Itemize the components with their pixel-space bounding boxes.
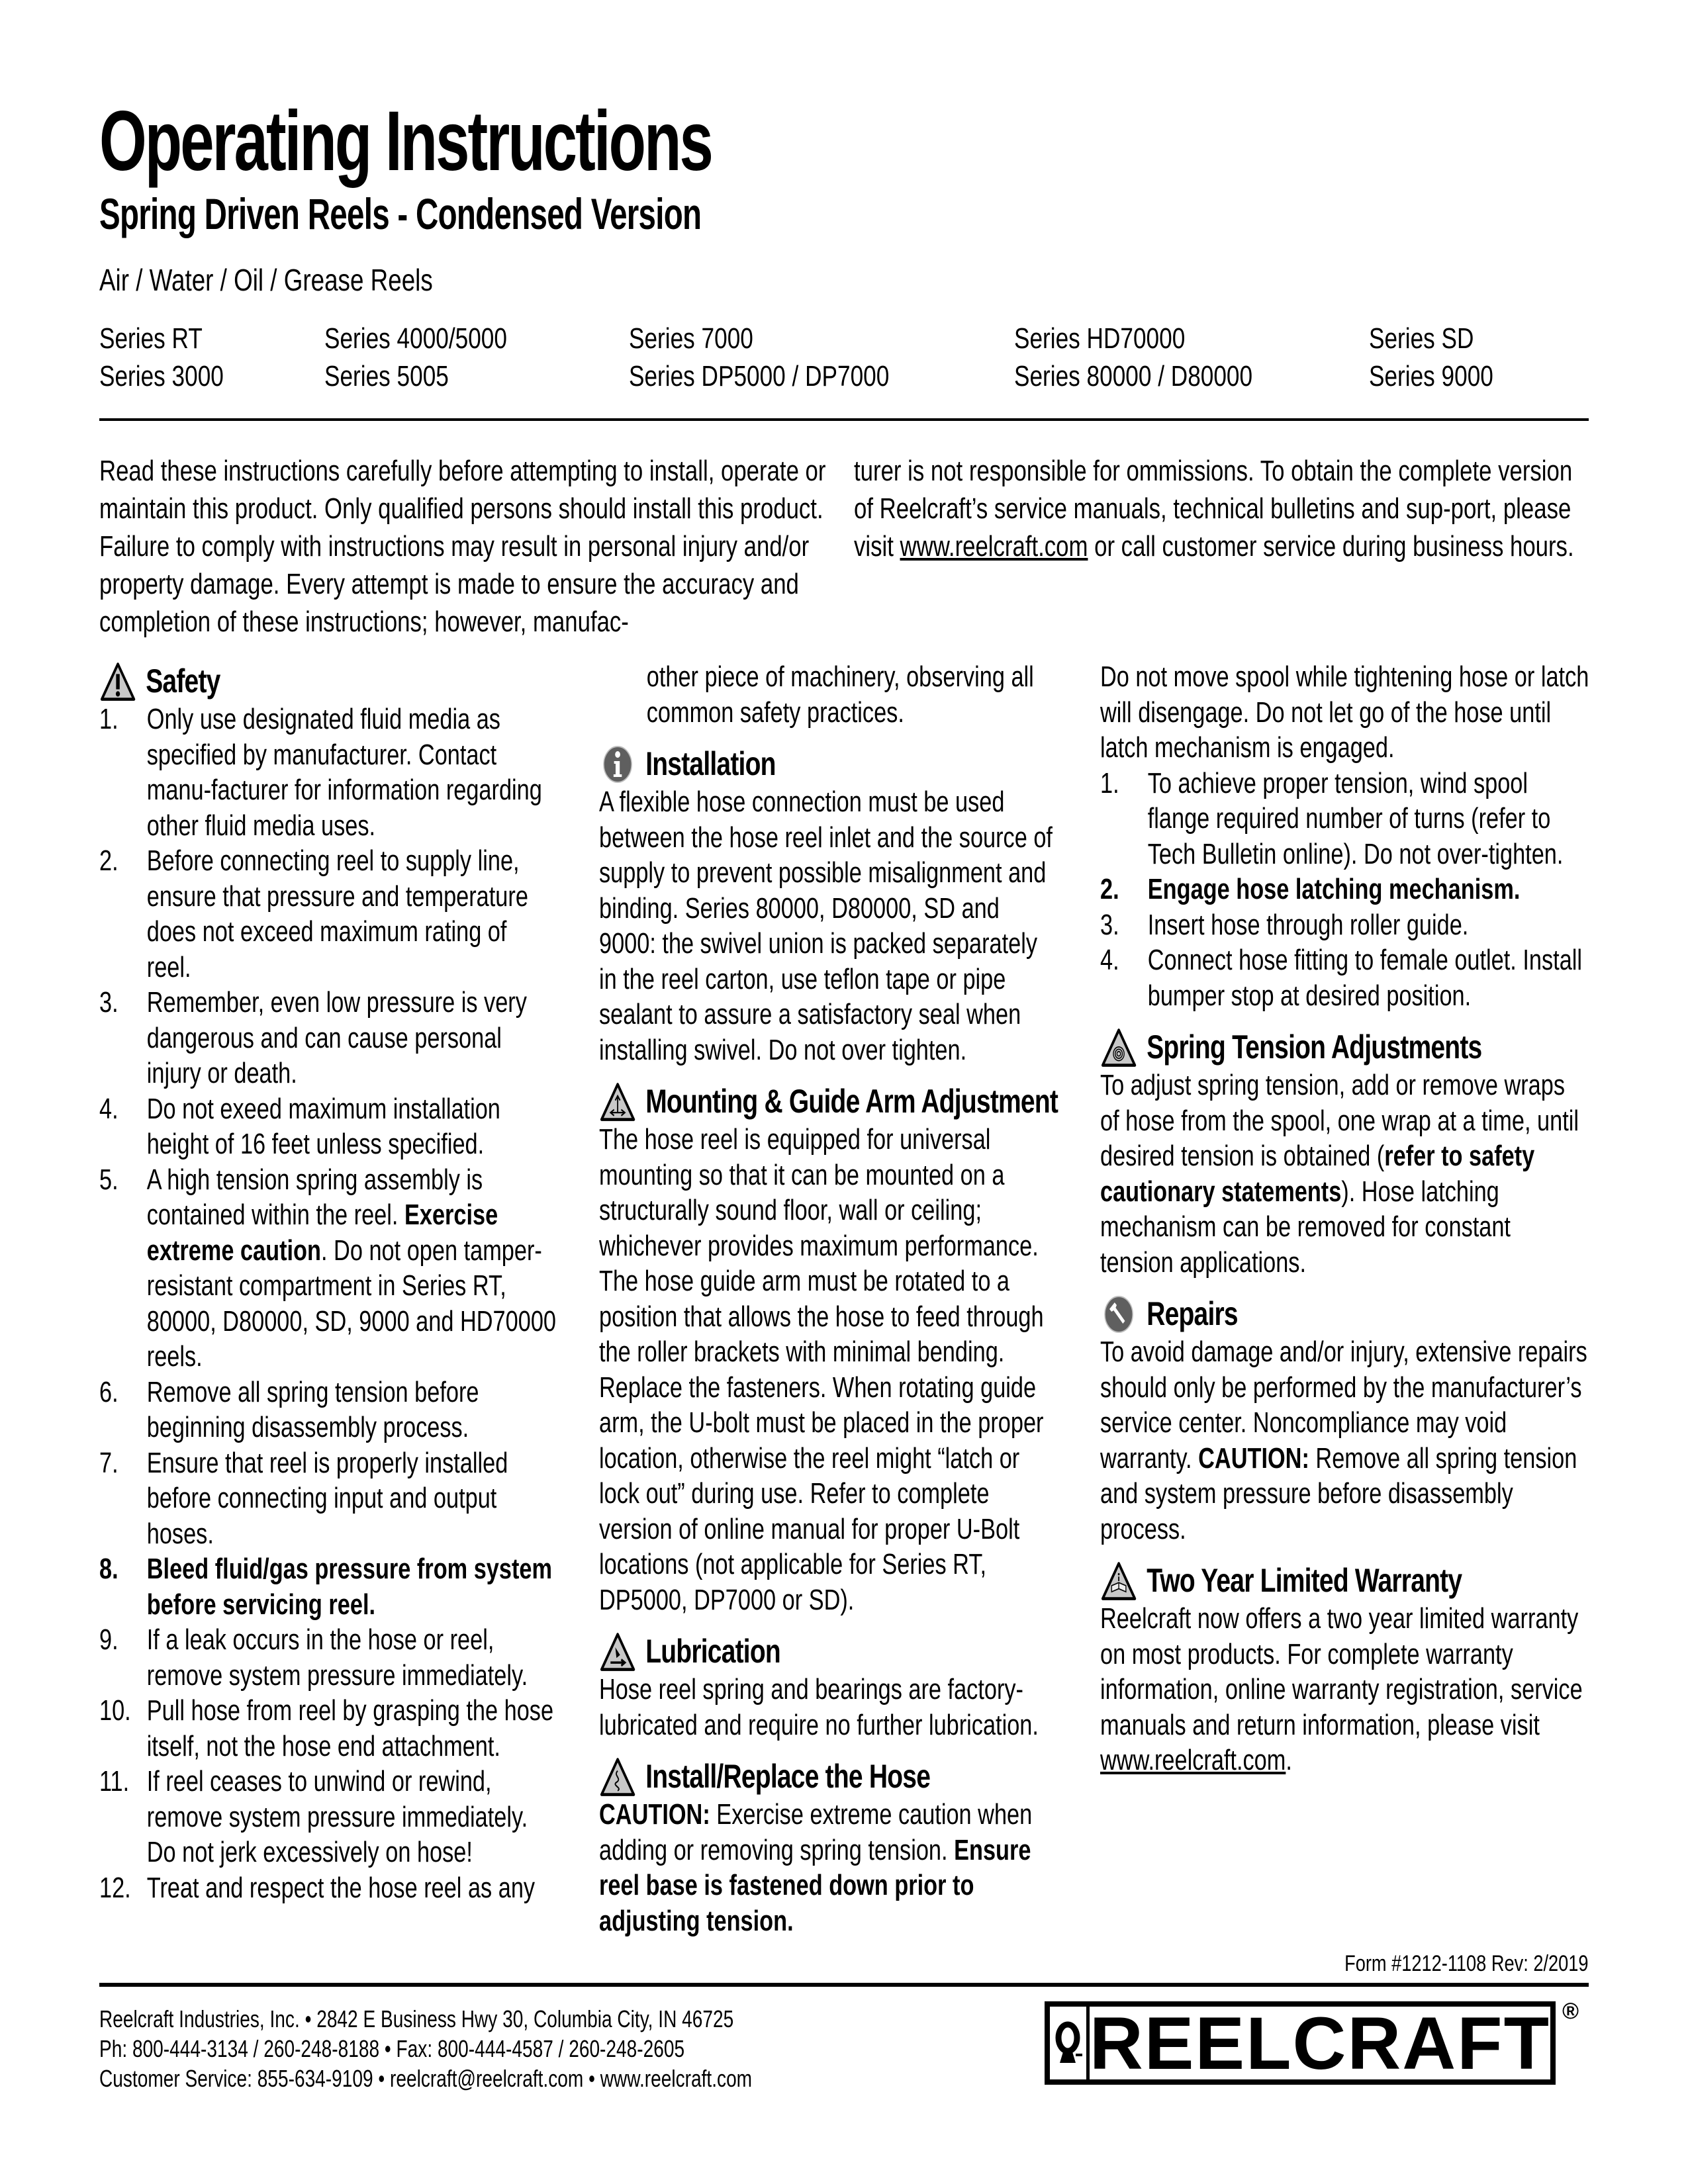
mounting-text: The hose reel is equipped for universal mounting so that it can be mounted on a structurally sound floor, wall or ceiling; whichever provides maximum performance. The hose guide arm must be rotated to a position that allows the hose to feed through the roller brackets with minimal bending. Replace the fasteners. When rotating guide arm, the U-bolt must be placed in the proper location, otherwise the reel might “latch or lock out” during use. Refer to complete version of online manual for proper U-Bolt locations (not applicable for Series RT, DP5000, DP7000 or SD). xyxy=(599,1123,1044,1616)
install-hose-heading xyxy=(599,1757,1056,1797)
safety-item xyxy=(99,1091,556,1162)
series-item: Series 7000 xyxy=(629,322,753,355)
hose-coil-icon xyxy=(599,1757,636,1797)
safety-heading-text: Safety xyxy=(146,662,220,700)
footer-divider xyxy=(99,1983,1589,1987)
step-text: Connect hose fitting to female outlet. Install bumper stop at desired position. xyxy=(1147,944,1583,1012)
series-item: Series DP5000 / DP7000 xyxy=(629,360,890,392)
installation-heading xyxy=(599,745,1056,784)
repairs-text xyxy=(1100,1334,1589,1547)
item-number: 4. xyxy=(99,1092,118,1125)
company-contact xyxy=(99,2004,752,2093)
item-text-part: A high tension spring assembly is contained within the reel. xyxy=(146,1163,483,1231)
reelcraft-logo xyxy=(1045,2001,1556,2085)
warranty-heading-text: Two Year Limited Warranty xyxy=(1147,1562,1462,1600)
step-number: 2. xyxy=(1100,873,1119,905)
caution-text: Exercise extreme caution when adding or removing spring tension. xyxy=(599,1798,1033,1866)
spring-tension-heading xyxy=(1100,1028,1589,1068)
website-link[interactable]: www.reelcraft.com xyxy=(900,530,1088,563)
page-subtitle: Spring Driven Reels - Condensed Version xyxy=(99,189,702,238)
item-number: 6. xyxy=(99,1375,118,1408)
install-hose-text-continued: Do not move spool while tightening hose or latch will disengage. Do not let go of the hose until latch mechanism is engaged. xyxy=(1100,660,1589,764)
spring-tension-text xyxy=(1100,1068,1589,1280)
lubrication-heading xyxy=(599,1632,1056,1672)
safety-item xyxy=(99,1445,556,1552)
item-text-emphasis: Exercise extreme caution xyxy=(146,1199,498,1267)
lubrication-heading-text: Lubrication xyxy=(645,1633,780,1670)
spring-tension-heading-text: Spring Tension Adjustments xyxy=(1147,1028,1482,1066)
item-text: Bleed fluid/gas pressure from system before servicing reel. xyxy=(146,1553,553,1621)
reel-mark-icon xyxy=(1050,2007,1090,2079)
item-number: 9. xyxy=(99,1623,118,1656)
item-text: Before connecting reel to supply line, ensure that pressure and temperature does not exceed maximum rating of reel. xyxy=(146,844,528,983)
step-number: 3. xyxy=(1100,908,1119,941)
intro-text: or call customer service during business hours. xyxy=(1088,530,1574,563)
company-customer-service: Customer Service: 855-634-9109 • reelcraft@reelcraft.com • www.reelcraft.com xyxy=(99,2065,753,2092)
series-item: Series RT xyxy=(99,322,203,355)
form-number: Form #1212-1108 Rev: 2/2019 xyxy=(1344,1951,1589,1976)
item-text: Ensure that reel is properly installed before connecting input and output hoses. xyxy=(146,1446,508,1550)
spring-tension-text-part: ). Hose latching mechanism can be removed for constant tension applications. xyxy=(1100,1175,1511,1279)
warranty-text-part: . xyxy=(1286,1744,1292,1776)
column-3 xyxy=(1100,659,1590,1778)
installation-heading-text: Installation xyxy=(645,745,776,783)
mounting-heading xyxy=(599,1082,1056,1122)
caution-emphasis: Ensure reel base is fastened down prior to adjusting tension. xyxy=(599,1833,1031,1937)
intro-left-block xyxy=(99,452,827,641)
safety-item xyxy=(99,1764,556,1870)
hose-step xyxy=(1100,766,1589,872)
wrench-icon xyxy=(1100,1295,1137,1334)
item-text-part: . Do not open tamper-resistant compartment in Series RT, 80000, D80000, SD, 9000 and HD70000 reels. xyxy=(146,1234,556,1373)
safety-item xyxy=(99,1870,556,1906)
intro-right xyxy=(854,452,1582,565)
company-address: Reelcraft Industries, Inc. • 2842 E Business Hwy 30, Columbia City, IN 46725 xyxy=(99,2005,734,2032)
item-number: 12. xyxy=(99,1871,131,1904)
mounting-heading-text: Mounting & Guide Arm Adjustment xyxy=(645,1083,1058,1120)
registered-mark: ® xyxy=(1562,1999,1579,2024)
warning-exclamation-icon xyxy=(99,662,136,702)
safety-item xyxy=(99,1551,556,1622)
lubrication-oilcan-icon xyxy=(599,1632,636,1672)
manual-book-icon xyxy=(1100,1561,1137,1601)
series-item: Series 5005 xyxy=(324,360,449,392)
item-text xyxy=(147,1162,557,1375)
item-number: 1. xyxy=(99,703,118,735)
item-number: 5. xyxy=(99,1163,118,1196)
safety-item xyxy=(99,1693,556,1764)
warranty-text xyxy=(1100,1601,1589,1778)
info-icon xyxy=(599,745,636,784)
warranty-text-part: Reelcraft now offers a two year limited warranty on most products. For complete warranty information, online warranty registration, service manuals and return information, please visit xyxy=(1100,1602,1583,1741)
warranty-heading xyxy=(1100,1561,1589,1601)
item-number: 7. xyxy=(99,1446,118,1479)
item-number: 11. xyxy=(99,1765,130,1797)
repairs-heading xyxy=(1100,1295,1589,1334)
item-text: If a leak occurs in the hose or reel, remove system pressure immediately. xyxy=(146,1623,528,1692)
page-title: Operating Instructions xyxy=(99,94,712,189)
spring-tension-text-part: To adjust spring tension, add or remove wraps of hose from the spool, one wrap at a time, until desired tension is obtained ( xyxy=(1100,1069,1579,1172)
item-text: Only use designated fluid media as specified by manufacturer. Contact manu-facturer for information regarding other fluid media uses. xyxy=(146,703,542,842)
item-text: Treat and respect the hose reel as any xyxy=(146,1871,536,1904)
series-item: Series SD xyxy=(1369,322,1474,355)
series-item: Series 80000 / D80000 xyxy=(1014,360,1253,392)
hose-step xyxy=(1100,942,1589,1013)
safety-item xyxy=(99,843,556,985)
repairs-text-part: To avoid damage and/or injury, extensive repairs should only be performed by the manufacturer’s service center. Noncompliance may void warranty. xyxy=(1100,1336,1587,1475)
spring-tension-emphasis: refer to safety cautionary statements xyxy=(1100,1140,1535,1208)
item-number: 2. xyxy=(99,844,118,877)
item-text: Remember, even low pressure is very dangerous and can cause personal injury or death. xyxy=(146,986,527,1089)
repairs-caution-label: CAUTION: xyxy=(1198,1441,1309,1475)
step-text: Engage hose latching mechanism. xyxy=(1147,873,1521,905)
item-number: 8. xyxy=(99,1553,118,1585)
safety-item xyxy=(99,985,556,1091)
mounting-arrows-icon xyxy=(599,1082,636,1122)
step-text: Insert hose through roller guide. xyxy=(1147,908,1469,941)
safety-item xyxy=(99,1622,556,1693)
series-item: Series 9000 xyxy=(1369,360,1493,392)
series-item: Series HD70000 xyxy=(1014,322,1186,355)
intro-text: turer is not responsible for ommissions. To obtain the complete version of Reelcraft’s service manuals, technical bulletins and sup-port, please visit xyxy=(854,455,1573,563)
item-text: Do not exeed maximum installation height of 16 feet unless specified. xyxy=(146,1092,500,1160)
hose-step xyxy=(1100,872,1589,907)
logo-wordmark: REELCRAFT xyxy=(1089,2001,1550,2085)
series-list xyxy=(99,324,1589,404)
step-text: To achieve proper tension, wind spool flange required number of turns (refer to Tech Bulletin online). Do not over-tighten. xyxy=(1147,766,1564,870)
item-number: 10. xyxy=(99,1694,131,1727)
safety-item xyxy=(99,702,556,843)
item-text: If reel ceases to unwind or rewind, remove system pressure immediately. Do not jerk excessively on hose! xyxy=(146,1765,528,1868)
company-phone-fax: Ph: 800-444-3134 / 260-248-8188 • Fax: 800-444-4587 / 260-248-2605 xyxy=(99,2035,685,2062)
column-2 xyxy=(599,659,1056,1938)
intro-left: Read these instructions carefully before attempting to install, operate or maintain this product. Only qualified persons should install this product. Failure to comply with instructions may result in personal injury and/or property damage. Every attempt is made to ensure the accuracy and completion of these instructions; however, manufac- xyxy=(99,455,826,638)
repairs-text-part: Remove all spring tension and system pressure before disassembly process. xyxy=(1100,1441,1577,1545)
caution-label: CAUTION: xyxy=(599,1798,710,1831)
column-1 xyxy=(99,662,556,1905)
safety-item xyxy=(99,1375,556,1445)
installation-text: A flexible hose connection must be used between the hose reel inlet and the source of supply to prevent possible misalignment and binding. Series 80000, D80000, SD and 9000: the swivel union is packed separately in the reel carton, use teflon tape or pipe sealant to assure a satisfactory seal when installing swivel. Do not over tighten. xyxy=(599,786,1053,1066)
step-number: 4. xyxy=(1100,944,1119,976)
install-hose-text xyxy=(599,1797,1056,1938)
media-types: Air / Water / Oil / Grease Reels xyxy=(99,263,433,297)
safety-heading xyxy=(99,662,556,702)
series-item: Series 3000 xyxy=(99,360,224,392)
item-text: Remove all spring tension before beginning disassembly process. xyxy=(146,1375,479,1443)
item-number: 3. xyxy=(99,986,118,1019)
header-divider xyxy=(99,418,1589,421)
repairs-heading-text: Repairs xyxy=(1147,1295,1238,1333)
intro-right-block xyxy=(854,452,1582,565)
spring-spiral-icon xyxy=(1100,1028,1137,1068)
install-hose-heading-text: Install/Replace the Hose xyxy=(645,1758,931,1796)
safety-item-continued: other piece of machinery, observing all common safety practices. xyxy=(646,660,1034,729)
series-item: Series 4000/5000 xyxy=(324,322,507,355)
step-number: 1. xyxy=(1100,766,1119,799)
lubrication-text: Hose reel spring and bearings are factory-lubricated and require no further lubrication. xyxy=(599,1673,1039,1741)
warranty-website-link[interactable]: www.reelcraft.com xyxy=(1100,1744,1286,1776)
safety-item xyxy=(99,1162,556,1375)
hose-step xyxy=(1100,907,1589,943)
item-text: Pull hose from reel by grasping the hose itself, not the hose end attachment. xyxy=(146,1694,554,1762)
